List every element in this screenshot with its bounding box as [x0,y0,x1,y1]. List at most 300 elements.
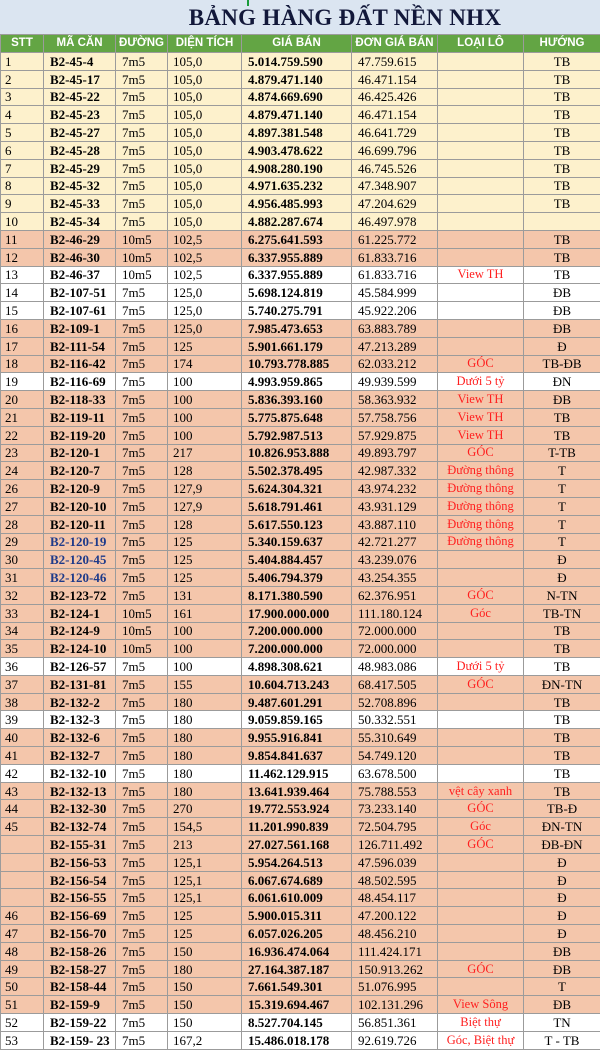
cell-price[interactable]: 27.164.387.187 [242,960,352,978]
header-area[interactable]: DIỆN TÍCH [168,35,242,53]
cell-unit-price[interactable]: 50.332.551 [352,711,438,729]
cell-road[interactable]: 7m5 [116,195,168,213]
cell-unit-price[interactable]: 68.417.505 [352,675,438,693]
cell-price[interactable]: 6.067.674.689 [242,871,352,889]
cell-direction[interactable]: ĐB [524,996,600,1014]
cell-unit-price[interactable]: 61.833.716 [352,248,438,266]
cell-code[interactable]: B2-111-54 [44,337,116,355]
cell-code[interactable]: B2-46-37 [44,266,116,284]
cell-stt[interactable]: 3 [1,88,44,106]
cell-price[interactable]: 5.624.304.321 [242,480,352,498]
cell-unit-price[interactable]: 47.596.039 [352,853,438,871]
cell-lot-type[interactable] [438,640,524,658]
cell-price[interactable]: 5.698.124.819 [242,284,352,302]
cell-road[interactable]: 7m5 [116,124,168,142]
cell-price[interactable]: 4.903.478.622 [242,141,352,159]
cell-lot-type[interactable] [438,177,524,195]
cell-road[interactable]: 10m5 [116,266,168,284]
cell-lot-type[interactable]: Dưới 5 tỷ [438,658,524,676]
cell-unit-price[interactable]: 49.893.797 [352,444,438,462]
cell-unit-price[interactable]: 57.758.756 [352,408,438,426]
cell-direction[interactable]: TB [524,124,600,142]
cell-area[interactable]: 125,0 [168,319,242,337]
cell-price[interactable]: 4.882.287.674 [242,213,352,231]
cell-road[interactable]: 7m5 [116,337,168,355]
cell-direction[interactable]: ĐB [524,302,600,320]
cell-area[interactable]: 125 [168,533,242,551]
cell-unit-price[interactable]: 46.425.426 [352,88,438,106]
cell-road[interactable]: 7m5 [116,141,168,159]
cell-code[interactable]: B2-131-81 [44,675,116,693]
cell-price[interactable]: 6.275.641.593 [242,230,352,248]
cell-code[interactable]: B2-45-32 [44,177,116,195]
cell-direction[interactable]: ĐN-TN [524,675,600,693]
cell-code[interactable]: B2-158-44 [44,978,116,996]
cell-area[interactable]: 213 [168,836,242,854]
cell-code[interactable]: B2-45-23 [44,106,116,124]
cell-area[interactable]: 100 [168,391,242,409]
cell-direction[interactable]: T-TB [524,444,600,462]
cell-price[interactable]: 7.985.473.653 [242,319,352,337]
cell-unit-price[interactable]: 62.376.951 [352,586,438,604]
cell-road[interactable]: 7m5 [116,764,168,782]
cell-price[interactable]: 5.901.661.179 [242,337,352,355]
cell-road[interactable]: 7m5 [116,373,168,391]
cell-unit-price[interactable]: 63.678.500 [352,764,438,782]
cell-code[interactable]: B2-156-69 [44,907,116,925]
cell-direction[interactable]: Đ [524,569,600,587]
cell-price[interactable]: 10.826.953.888 [242,444,352,462]
cell-road[interactable]: 7m5 [116,942,168,960]
cell-code[interactable]: B2-118-33 [44,391,116,409]
cell-unit-price[interactable]: 75.788.553 [352,782,438,800]
cell-lot-type[interactable]: Dưới 5 tỷ [438,373,524,391]
cell-unit-price[interactable]: 54.749.120 [352,747,438,765]
cell-price[interactable]: 10.604.713.243 [242,675,352,693]
cell-lot-type[interactable] [438,337,524,355]
cell-stt[interactable]: 34 [1,622,44,640]
cell-unit-price[interactable]: 62.033.212 [352,355,438,373]
cell-lot-type[interactable]: GÓC [438,355,524,373]
cell-code[interactable]: B2-158-26 [44,942,116,960]
cell-area[interactable]: 155 [168,675,242,693]
cell-area[interactable]: 161 [168,604,242,622]
cell-price[interactable]: 19.772.553.924 [242,800,352,818]
cell-price[interactable]: 9.059.859.165 [242,711,352,729]
cell-road[interactable]: 7m5 [116,70,168,88]
cell-stt[interactable]: 8 [1,177,44,195]
cell-lot-type[interactable] [438,693,524,711]
cell-road[interactable]: 7m5 [116,569,168,587]
cell-lot-type[interactable] [438,925,524,943]
cell-lot-type[interactable] [438,978,524,996]
cell-area[interactable]: 127,9 [168,480,242,498]
cell-code[interactable]: B2-120-19 [44,533,116,551]
cell-stt[interactable]: 47 [1,925,44,943]
cell-code[interactable]: B2-107-61 [44,302,116,320]
cell-code[interactable]: B2-45-27 [44,124,116,142]
cell-lot-type[interactable] [438,106,524,124]
cell-area[interactable]: 180 [168,693,242,711]
cell-area[interactable]: 174 [168,355,242,373]
cell-price[interactable]: 5.618.791.461 [242,497,352,515]
cell-price[interactable]: 15.486.018.178 [242,1031,352,1049]
cell-code[interactable]: B2-107-51 [44,284,116,302]
cell-code[interactable]: B2-159-22 [44,1014,116,1032]
cell-road[interactable]: 7m5 [116,800,168,818]
cell-direction[interactable]: T [524,497,600,515]
cell-direction[interactable]: T - TB [524,1031,600,1049]
cell-unit-price[interactable]: 46.497.978 [352,213,438,231]
cell-unit-price[interactable]: 73.233.140 [352,800,438,818]
cell-area[interactable]: 100 [168,640,242,658]
cell-price[interactable]: 5.900.015.311 [242,907,352,925]
cell-code[interactable]: B2-124-1 [44,604,116,622]
cell-code[interactable]: B2-46-30 [44,248,116,266]
cell-stt[interactable]: 31 [1,569,44,587]
cell-direction[interactable]: T [524,978,600,996]
cell-lot-type[interactable] [438,942,524,960]
cell-price[interactable]: 4.897.381.548 [242,124,352,142]
cell-unit-price[interactable]: 46.699.796 [352,141,438,159]
cell-lot-type[interactable]: GÓC [438,960,524,978]
cell-stt[interactable]: 26 [1,480,44,498]
cell-road[interactable]: 7m5 [116,586,168,604]
cell-stt[interactable] [1,889,44,907]
cell-direction[interactable]: ĐN-TN [524,818,600,836]
cell-area[interactable]: 125,0 [168,284,242,302]
cell-code[interactable]: B2-156-53 [44,853,116,871]
cell-direction[interactable]: TB [524,658,600,676]
cell-area[interactable]: 125 [168,925,242,943]
cell-road[interactable]: 7m5 [116,729,168,747]
cell-road[interactable]: 7m5 [116,818,168,836]
cell-direction[interactable]: T [524,533,600,551]
cell-direction[interactable]: TB [524,70,600,88]
cell-stt[interactable]: 24 [1,462,44,480]
cell-unit-price[interactable]: 48.983.086 [352,658,438,676]
cell-lot-type[interactable] [438,213,524,231]
cell-stt[interactable]: 51 [1,996,44,1014]
cell-area[interactable]: 105,0 [168,177,242,195]
cell-unit-price[interactable]: 92.619.726 [352,1031,438,1049]
cell-lot-type[interactable] [438,302,524,320]
cell-stt[interactable]: 13 [1,266,44,284]
cell-stt[interactable] [1,871,44,889]
cell-lot-type[interactable] [438,230,524,248]
cell-code[interactable]: B2-45-29 [44,159,116,177]
cell-unit-price[interactable]: 63.883.789 [352,319,438,337]
cell-road[interactable]: 7m5 [116,462,168,480]
cell-unit-price[interactable]: 56.851.361 [352,1014,438,1032]
cell-direction[interactable]: ĐB-ĐN [524,836,600,854]
cell-stt[interactable]: 10 [1,213,44,231]
cell-stt[interactable]: 41 [1,747,44,765]
cell-lot-type[interactable]: View TH [438,391,524,409]
cell-stt[interactable]: 7 [1,159,44,177]
header-direction[interactable]: HƯỚNG [524,35,600,53]
cell-code[interactable]: B2-120-7 [44,462,116,480]
cell-direction[interactable] [524,213,600,231]
cell-area[interactable]: 125 [168,569,242,587]
cell-area[interactable]: 125 [168,907,242,925]
cell-road[interactable]: 7m5 [116,853,168,871]
cell-road[interactable]: 7m5 [116,159,168,177]
cell-unit-price[interactable]: 48.456.210 [352,925,438,943]
cell-road[interactable]: 7m5 [116,480,168,498]
cell-area[interactable]: 150 [168,1014,242,1032]
cell-road[interactable]: 7m5 [116,53,168,71]
cell-area[interactable]: 105,0 [168,159,242,177]
cell-road[interactable]: 7m5 [116,177,168,195]
cell-lot-type[interactable]: vệt cây xanh [438,782,524,800]
cell-price[interactable]: 4.971.635.232 [242,177,352,195]
cell-road[interactable]: 7m5 [116,711,168,729]
cell-price[interactable]: 4.993.959.865 [242,373,352,391]
cell-direction[interactable]: TB [524,711,600,729]
cell-code[interactable]: B2-132-6 [44,729,116,747]
cell-direction[interactable]: ĐB [524,942,600,960]
cell-road[interactable]: 10m5 [116,640,168,658]
cell-lot-type[interactable] [438,319,524,337]
cell-area[interactable]: 125,1 [168,889,242,907]
cell-code[interactable]: B2-120-9 [44,480,116,498]
cell-direction[interactable]: TB [524,53,600,71]
cell-area[interactable]: 217 [168,444,242,462]
cell-road[interactable]: 7m5 [116,408,168,426]
cell-area[interactable]: 105,0 [168,53,242,71]
cell-price[interactable]: 6.337.955.889 [242,248,352,266]
cell-unit-price[interactable]: 47.204.629 [352,195,438,213]
cell-direction[interactable]: Đ [524,871,600,889]
cell-road[interactable]: 7m5 [116,675,168,693]
cell-area[interactable]: 125,1 [168,853,242,871]
cell-unit-price[interactable]: 46.471.154 [352,106,438,124]
cell-area[interactable]: 150 [168,942,242,960]
cell-stt[interactable]: 1 [1,53,44,71]
cell-unit-price[interactable]: 55.310.649 [352,729,438,747]
cell-direction[interactable]: TB [524,106,600,124]
cell-code[interactable]: B2-132-30 [44,800,116,818]
cell-direction[interactable]: ĐB [524,960,600,978]
cell-stt[interactable]: 29 [1,533,44,551]
cell-code[interactable]: B2-45-22 [44,88,116,106]
cell-unit-price[interactable]: 45.922.206 [352,302,438,320]
cell-code[interactable]: B2-132-3 [44,711,116,729]
cell-direction[interactable]: Đ [524,853,600,871]
cell-direction[interactable]: Đ [524,907,600,925]
cell-area[interactable]: 125 [168,551,242,569]
cell-price[interactable]: 4.898.308.621 [242,658,352,676]
header-price[interactable]: GIÁ BÁN [242,35,352,53]
cell-area[interactable]: 270 [168,800,242,818]
cell-area[interactable]: 105,0 [168,213,242,231]
cell-code[interactable]: B2-109-1 [44,319,116,337]
cell-direction[interactable]: ĐN [524,373,600,391]
cell-area[interactable]: 100 [168,408,242,426]
cell-road[interactable]: 7m5 [116,319,168,337]
cell-road[interactable]: 7m5 [116,551,168,569]
cell-direction[interactable]: Đ [524,337,600,355]
cell-stt[interactable]: 11 [1,230,44,248]
cell-road[interactable]: 10m5 [116,230,168,248]
cell-code[interactable]: B2-119-11 [44,408,116,426]
cell-lot-type[interactable] [438,284,524,302]
cell-road[interactable]: 7m5 [116,693,168,711]
cell-unit-price[interactable]: 43.254.355 [352,569,438,587]
cell-lot-type[interactable]: Đường thông [438,515,524,533]
cell-stt[interactable]: 40 [1,729,44,747]
cell-code[interactable]: B2-132-13 [44,782,116,800]
cell-unit-price[interactable]: 42.721.277 [352,533,438,551]
cell-stt[interactable]: 16 [1,319,44,337]
cell-lot-type[interactable] [438,88,524,106]
cell-stt[interactable]: 20 [1,391,44,409]
cell-price[interactable]: 4.879.471.140 [242,106,352,124]
cell-price[interactable]: 11.201.990.839 [242,818,352,836]
cell-road[interactable]: 7m5 [116,88,168,106]
cell-lot-type[interactable]: View TH [438,426,524,444]
cell-code[interactable]: B2-119-20 [44,426,116,444]
cell-area[interactable]: 102,5 [168,266,242,284]
cell-stt[interactable]: 14 [1,284,44,302]
cell-unit-price[interactable]: 48.454.117 [352,889,438,907]
cell-unit-price[interactable]: 102.131.296 [352,996,438,1014]
cell-stt[interactable]: 5 [1,124,44,142]
cell-unit-price[interactable]: 45.584.999 [352,284,438,302]
cell-area[interactable]: 127,9 [168,497,242,515]
cell-road[interactable]: 7m5 [116,1014,168,1032]
cell-price[interactable]: 10.793.778.885 [242,355,352,373]
cell-direction[interactable]: ĐB [524,284,600,302]
cell-lot-type[interactable] [438,248,524,266]
cell-direction[interactable]: TB [524,426,600,444]
cell-lot-type[interactable]: View TH [438,408,524,426]
cell-unit-price[interactable]: 46.745.526 [352,159,438,177]
cell-code[interactable]: B2-159- 23 [44,1031,116,1049]
cell-area[interactable]: 180 [168,747,242,765]
cell-direction[interactable]: TB [524,408,600,426]
cell-stt[interactable]: 37 [1,675,44,693]
cell-stt[interactable]: 6 [1,141,44,159]
cell-lot-type[interactable] [438,747,524,765]
cell-area[interactable]: 105,0 [168,124,242,142]
cell-price[interactable]: 5.406.794.379 [242,569,352,587]
cell-unit-price[interactable]: 47.759.615 [352,53,438,71]
cell-area[interactable]: 105,0 [168,70,242,88]
cell-unit-price[interactable]: 58.363.932 [352,391,438,409]
cell-unit-price[interactable]: 43.974.232 [352,480,438,498]
cell-code[interactable]: B2-46-29 [44,230,116,248]
cell-road[interactable]: 7m5 [116,996,168,1014]
cell-direction[interactable]: TB [524,693,600,711]
cell-direction[interactable]: TB [524,266,600,284]
cell-stt[interactable]: 9 [1,195,44,213]
cell-stt[interactable]: 48 [1,942,44,960]
cell-road[interactable]: 7m5 [116,497,168,515]
cell-direction[interactable]: Đ [524,889,600,907]
cell-unit-price[interactable]: 47.213.289 [352,337,438,355]
cell-price[interactable]: 5.340.159.637 [242,533,352,551]
cell-price[interactable]: 7.661.549.301 [242,978,352,996]
cell-lot-type[interactable] [438,764,524,782]
cell-area[interactable]: 154,5 [168,818,242,836]
cell-price[interactable]: 6.337.955.889 [242,266,352,284]
cell-code[interactable]: B2-120-45 [44,551,116,569]
cell-price[interactable]: 4.879.471.140 [242,70,352,88]
cell-code[interactable]: B2-120-1 [44,444,116,462]
cell-price[interactable]: 11.462.129.915 [242,764,352,782]
cell-price[interactable]: 17.900.000.000 [242,604,352,622]
cell-unit-price[interactable]: 72.504.795 [352,818,438,836]
cell-road[interactable]: 7m5 [116,533,168,551]
cell-direction[interactable]: ĐB [524,391,600,409]
header-lot-type[interactable]: LOẠI LÔ [438,35,524,53]
cell-unit-price[interactable]: 47.200.122 [352,907,438,925]
cell-area[interactable]: 102,5 [168,248,242,266]
cell-area[interactable]: 105,0 [168,88,242,106]
cell-road[interactable]: 10m5 [116,622,168,640]
cell-price[interactable]: 16.936.474.064 [242,942,352,960]
cell-price[interactable]: 5.014.759.590 [242,53,352,71]
cell-stt[interactable]: 18 [1,355,44,373]
cell-lot-type[interactable] [438,70,524,88]
cell-code[interactable]: B2-45-28 [44,141,116,159]
cell-road[interactable]: 7m5 [116,515,168,533]
cell-area[interactable]: 105,0 [168,106,242,124]
cell-lot-type[interactable] [438,124,524,142]
cell-direction[interactable]: TB [524,230,600,248]
cell-stt[interactable]: 28 [1,515,44,533]
cell-price[interactable]: 27.027.561.168 [242,836,352,854]
cell-lot-type[interactable] [438,551,524,569]
cell-code[interactable]: B2-126-57 [44,658,116,676]
cell-price[interactable]: 5.775.875.648 [242,408,352,426]
cell-code[interactable]: B2-116-42 [44,355,116,373]
cell-price[interactable]: 9.487.601.291 [242,693,352,711]
cell-lot-type[interactable] [438,53,524,71]
cell-road[interactable]: 7m5 [116,747,168,765]
cell-code[interactable]: B2-45-4 [44,53,116,71]
cell-direction[interactable]: TB [524,729,600,747]
cell-area[interactable]: 131 [168,586,242,604]
cell-stt[interactable]: 43 [1,782,44,800]
cell-stt[interactable]: 27 [1,497,44,515]
cell-area[interactable]: 102,5 [168,230,242,248]
cell-road[interactable]: 7m5 [116,889,168,907]
cell-stt[interactable]: 49 [1,960,44,978]
cell-direction[interactable]: TB [524,141,600,159]
cell-direction[interactable]: T [524,462,600,480]
cell-lot-type[interactable] [438,569,524,587]
cell-road[interactable]: 10m5 [116,248,168,266]
cell-stt[interactable]: 4 [1,106,44,124]
cell-code[interactable]: B2-132-7 [44,747,116,765]
cell-price[interactable]: 15.319.694.467 [242,996,352,1014]
cell-unit-price[interactable]: 43.887.110 [352,515,438,533]
cell-road[interactable]: 7m5 [116,836,168,854]
cell-stt[interactable]: 39 [1,711,44,729]
cell-code[interactable]: B2-155-31 [44,836,116,854]
cell-code[interactable]: B2-158-27 [44,960,116,978]
cell-unit-price[interactable]: 51.076.995 [352,978,438,996]
cell-stt[interactable]: 35 [1,640,44,658]
cell-area[interactable]: 125,1 [168,871,242,889]
cell-lot-type[interactable] [438,195,524,213]
cell-lot-type[interactable]: Góc, Biệt thự [438,1031,524,1049]
cell-unit-price[interactable]: 150.913.262 [352,960,438,978]
cell-unit-price[interactable]: 43.931.129 [352,497,438,515]
